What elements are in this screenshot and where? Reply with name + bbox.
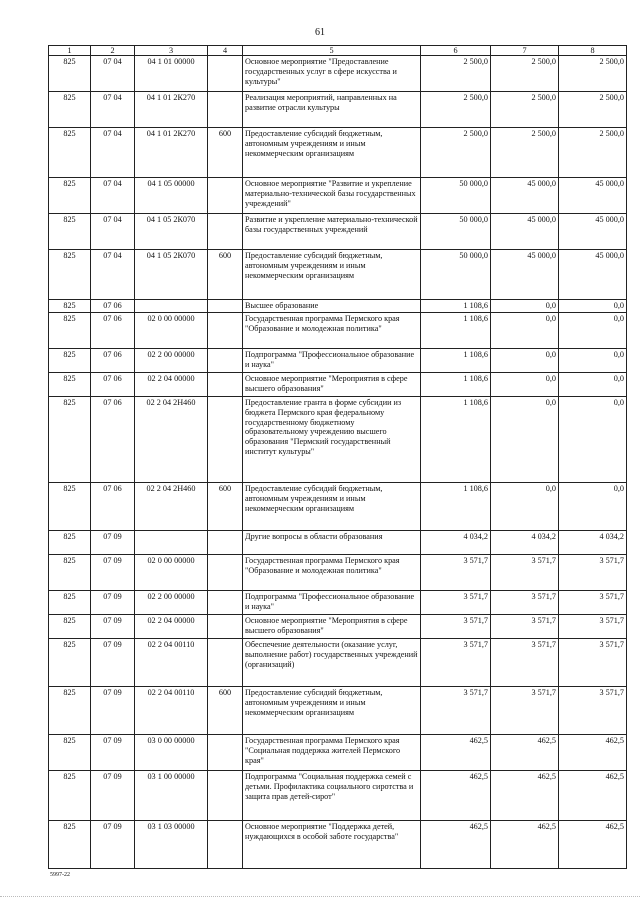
amount-col6-cell: 462,5: [421, 820, 491, 868]
expense-type-cell: 600: [208, 250, 243, 300]
budget-table: [48, 45, 627, 869]
header-cell: 8: [559, 46, 627, 56]
admin-code-cell: 825: [49, 770, 91, 820]
admin-code-cell: 825: [49, 372, 91, 396]
description-cell: Обеспечение деятельности (оказание услуг, выполнение работ) государственных учреждений (организаций): [243, 638, 421, 686]
table-row: [49, 178, 627, 214]
section-code-cell: 07 04: [91, 56, 135, 92]
amount-col8-cell: 3 571,7: [559, 686, 627, 734]
table-row: [49, 482, 627, 530]
amount-col8-cell: 2 500,0: [559, 56, 627, 92]
section-code-cell: 07 09: [91, 638, 135, 686]
amount-col7-cell: 45 000,0: [491, 178, 559, 214]
target-code-cell: 04 1 01 2К270: [135, 92, 208, 128]
section-code-cell: 07 04: [91, 178, 135, 214]
section-code-cell: 07 04: [91, 92, 135, 128]
amount-col8-cell: 0,0: [559, 372, 627, 396]
amount-col7-cell: 2 500,0: [491, 56, 559, 92]
expense-type-cell: [208, 348, 243, 372]
section-code-cell: 07 09: [91, 686, 135, 734]
description-cell: Подпрограмма "Профессиональное образование и наука": [243, 590, 421, 614]
amount-col8-cell: 0,0: [559, 396, 627, 482]
table-row: [49, 250, 627, 300]
amount-col6-cell: 3 571,7: [421, 686, 491, 734]
amount-col8-cell: 2 500,0: [559, 92, 627, 128]
section-code-cell: 07 09: [91, 820, 135, 868]
admin-code-cell: 825: [49, 178, 91, 214]
description-cell: Другие вопросы в области образования: [243, 530, 421, 554]
description-cell: Подпрограмма "Социальная поддержка семей с детьми. Профилактика социального сиротства и защита прав детей-сирот": [243, 770, 421, 820]
amount-col6-cell: 1 108,6: [421, 348, 491, 372]
amount-col6-cell: 1 108,6: [421, 372, 491, 396]
admin-code-cell: 825: [49, 614, 91, 638]
amount-col7-cell: 0,0: [491, 312, 559, 348]
admin-code-cell: 825: [49, 638, 91, 686]
amount-col7-cell: 0,0: [491, 348, 559, 372]
amount-col8-cell: 45 000,0: [559, 250, 627, 300]
table-row: [49, 686, 627, 734]
target-code-cell: [135, 530, 208, 554]
amount-col7-cell: 0,0: [491, 300, 559, 313]
amount-col7-cell: 462,5: [491, 734, 559, 770]
amount-col7-cell: 2 500,0: [491, 128, 559, 178]
header-cell: 4: [208, 46, 243, 56]
header-cell: 2: [91, 46, 135, 56]
expense-type-cell: [208, 56, 243, 92]
expense-type-cell: [208, 372, 243, 396]
target-code-cell: 02 2 04 2Н460: [135, 482, 208, 530]
description-cell: Государственная программа Пермского края "Образование и молодежная политика": [243, 312, 421, 348]
admin-code-cell: 825: [49, 250, 91, 300]
amount-col8-cell: 2 500,0: [559, 128, 627, 178]
admin-code-cell: 825: [49, 590, 91, 614]
amount-col7-cell: 0,0: [491, 482, 559, 530]
page-number: 61: [315, 27, 325, 38]
section-code-cell: 07 09: [91, 590, 135, 614]
expense-type-cell: 600: [208, 482, 243, 530]
target-code-cell: 04 1 01 2К270: [135, 128, 208, 178]
amount-col7-cell: 0,0: [491, 396, 559, 482]
table-row: [49, 348, 627, 372]
amount-col6-cell: 3 571,7: [421, 614, 491, 638]
description-cell: Подпрограмма "Профессиональное образование и наука": [243, 348, 421, 372]
table-row: [49, 638, 627, 686]
header-cell: 1: [49, 46, 91, 56]
table-row: [49, 214, 627, 250]
target-code-cell: 04 1 01 00000: [135, 56, 208, 92]
table-row: [49, 396, 627, 482]
amount-col7-cell: 462,5: [491, 820, 559, 868]
amount-col6-cell: 2 500,0: [421, 56, 491, 92]
expense-type-cell: [208, 396, 243, 482]
amount-col8-cell: 3 571,7: [559, 554, 627, 590]
amount-col6-cell: 3 571,7: [421, 590, 491, 614]
expense-type-cell: [208, 300, 243, 313]
amount-col6-cell: 50 000,0: [421, 178, 491, 214]
amount-col7-cell: 462,5: [491, 770, 559, 820]
target-code-cell: 02 2 00 00000: [135, 348, 208, 372]
table-row: [49, 554, 627, 590]
amount-col6-cell: 462,5: [421, 734, 491, 770]
admin-code-cell: 825: [49, 686, 91, 734]
target-code-cell: 03 1 03 00000: [135, 820, 208, 868]
description-cell: Предоставление субсидий бюджетным, автономным учреждениям и иным некоммерческим организациям: [243, 128, 421, 178]
table-row: [49, 372, 627, 396]
admin-code-cell: 825: [49, 530, 91, 554]
amount-col8-cell: 3 571,7: [559, 614, 627, 638]
table-row: [49, 820, 627, 868]
amount-col8-cell: 45 000,0: [559, 214, 627, 250]
target-code-cell: 02 2 00 00000: [135, 590, 208, 614]
target-code-cell: 03 1 00 00000: [135, 770, 208, 820]
amount-col6-cell: 1 108,6: [421, 396, 491, 482]
amount-col7-cell: 2 500,0: [491, 92, 559, 128]
table-row: [49, 770, 627, 820]
description-cell: Развитие и укрепление материально-технической базы государственных учреждений: [243, 214, 421, 250]
admin-code-cell: 825: [49, 396, 91, 482]
amount-col6-cell: 3 571,7: [421, 638, 491, 686]
expense-type-cell: [208, 820, 243, 868]
admin-code-cell: 825: [49, 734, 91, 770]
target-code-cell: 02 0 00 00000: [135, 312, 208, 348]
expense-type-cell: 600: [208, 128, 243, 178]
section-code-cell: 07 04: [91, 128, 135, 178]
expense-type-cell: [208, 214, 243, 250]
amount-col6-cell: 1 108,6: [421, 312, 491, 348]
amount-col8-cell: 45 000,0: [559, 178, 627, 214]
expense-type-cell: [208, 312, 243, 348]
expense-type-cell: [208, 92, 243, 128]
table-row: [49, 128, 627, 178]
amount-col7-cell: 0,0: [491, 372, 559, 396]
section-code-cell: 07 06: [91, 312, 135, 348]
admin-code-cell: 825: [49, 312, 91, 348]
description-cell: Основное мероприятие "Мероприятия в сфере высшего образования": [243, 614, 421, 638]
description-cell: Предоставление гранта в форме субсидии из бюджета Пермского края федеральному государственному бюджетному образовательному учреждению высшего образования "Пермский государственный институт культуры": [243, 396, 421, 482]
admin-code-cell: 825: [49, 820, 91, 868]
description-cell: Предоставление субсидий бюджетным, автономным учреждениям и иным некоммерческим организациям: [243, 686, 421, 734]
table-row: [49, 734, 627, 770]
section-code-cell: 07 04: [91, 250, 135, 300]
header-cell: 3: [135, 46, 208, 56]
amount-col8-cell: 0,0: [559, 312, 627, 348]
table-row: [49, 614, 627, 638]
section-code-cell: 07 06: [91, 482, 135, 530]
table-row: [49, 92, 627, 128]
amount-col7-cell: 45 000,0: [491, 214, 559, 250]
description-cell: Предоставление субсидий бюджетным, автономным учреждениям и иным некоммерческим организациям: [243, 482, 421, 530]
amount-col6-cell: 1 108,6: [421, 482, 491, 530]
description-cell: Реализация мероприятий, направленных на развитие отрасли культуры: [243, 92, 421, 128]
admin-code-cell: 825: [49, 214, 91, 250]
target-code-cell: 02 2 04 00000: [135, 614, 208, 638]
table-row: [49, 530, 627, 554]
amount-col6-cell: 2 500,0: [421, 92, 491, 128]
description-cell: Предоставление субсидий бюджетным, автономным учреждениям и иным некоммерческим организациям: [243, 250, 421, 300]
amount-col6-cell: 50 000,0: [421, 250, 491, 300]
amount-col6-cell: 1 108,6: [421, 300, 491, 313]
amount-col8-cell: 4 034,2: [559, 530, 627, 554]
amount-col7-cell: 45 000,0: [491, 250, 559, 300]
target-code-cell: [135, 300, 208, 313]
table-row: [49, 590, 627, 614]
expense-type-cell: [208, 530, 243, 554]
section-code-cell: 07 06: [91, 300, 135, 313]
expense-type-cell: 600: [208, 686, 243, 734]
section-code-cell: 07 06: [91, 372, 135, 396]
admin-code-cell: 825: [49, 128, 91, 178]
section-code-cell: 07 06: [91, 348, 135, 372]
admin-code-cell: 825: [49, 300, 91, 313]
header-cell: 7: [491, 46, 559, 56]
amount-col8-cell: 0,0: [559, 348, 627, 372]
document-code: 5997-22: [50, 872, 70, 878]
amount-col7-cell: 3 571,7: [491, 554, 559, 590]
expense-type-cell: [208, 554, 243, 590]
expense-type-cell: [208, 770, 243, 820]
expense-type-cell: [208, 614, 243, 638]
description-cell: Основное мероприятие "Предоставление государственных услуг в сфере искусства и культуры": [243, 56, 421, 92]
target-code-cell: 02 2 04 2Н460: [135, 396, 208, 482]
amount-col7-cell: 3 571,7: [491, 614, 559, 638]
header-cell: 5: [243, 46, 421, 56]
target-code-cell: 04 1 05 2К070: [135, 214, 208, 250]
table-row: [49, 56, 627, 92]
description-cell: Основное мероприятие "Мероприятия в сфере высшего образования": [243, 372, 421, 396]
description-cell: Основное мероприятие "Развитие и укрепление материально-технической базы государственных учреждений": [243, 178, 421, 214]
expense-type-cell: [208, 178, 243, 214]
table-row: [49, 300, 627, 313]
admin-code-cell: 825: [49, 56, 91, 92]
section-code-cell: 07 09: [91, 554, 135, 590]
amount-col7-cell: 3 571,7: [491, 638, 559, 686]
target-code-cell: 02 2 04 00110: [135, 686, 208, 734]
section-code-cell: 07 09: [91, 614, 135, 638]
description-cell: Государственная программа Пермского края "Образование и молодежная политика": [243, 554, 421, 590]
amount-col8-cell: 462,5: [559, 770, 627, 820]
target-code-cell: 02 2 04 00110: [135, 638, 208, 686]
description-cell: Государственная программа Пермского края "Социальная поддержка жителей Пермского края": [243, 734, 421, 770]
amount-col8-cell: 462,5: [559, 734, 627, 770]
expense-type-cell: [208, 590, 243, 614]
target-code-cell: 03 0 00 00000: [135, 734, 208, 770]
amount-col8-cell: 0,0: [559, 300, 627, 313]
amount-col7-cell: 3 571,7: [491, 686, 559, 734]
amount-col6-cell: 4 034,2: [421, 530, 491, 554]
admin-code-cell: 825: [49, 348, 91, 372]
description-cell: Основное мероприятие "Поддержка детей, нуждающихся в особой заботе государства": [243, 820, 421, 868]
target-code-cell: 04 1 05 2К070: [135, 250, 208, 300]
section-code-cell: 07 06: [91, 396, 135, 482]
description-cell: Высшее образование: [243, 300, 421, 313]
header-row: [49, 46, 627, 56]
amount-col8-cell: 3 571,7: [559, 590, 627, 614]
amount-col6-cell: 3 571,7: [421, 554, 491, 590]
expense-type-cell: [208, 734, 243, 770]
admin-code-cell: 825: [49, 554, 91, 590]
target-code-cell: 02 0 00 00000: [135, 554, 208, 590]
table-row: [49, 312, 627, 348]
target-code-cell: 04 1 05 00000: [135, 178, 208, 214]
section-code-cell: 07 09: [91, 734, 135, 770]
amount-col8-cell: 462,5: [559, 820, 627, 868]
target-code-cell: 02 2 04 00000: [135, 372, 208, 396]
amount-col6-cell: 462,5: [421, 770, 491, 820]
amount-col6-cell: 2 500,0: [421, 128, 491, 178]
amount-col8-cell: 3 571,7: [559, 638, 627, 686]
section-code-cell: 07 09: [91, 770, 135, 820]
amount-col7-cell: 4 034,2: [491, 530, 559, 554]
amount-col6-cell: 50 000,0: [421, 214, 491, 250]
scan-edge: [0, 896, 640, 905]
admin-code-cell: 825: [49, 92, 91, 128]
amount-col8-cell: 0,0: [559, 482, 627, 530]
header-cell: 6: [421, 46, 491, 56]
amount-col7-cell: 3 571,7: [491, 590, 559, 614]
section-code-cell: 07 09: [91, 530, 135, 554]
section-code-cell: 07 04: [91, 214, 135, 250]
admin-code-cell: 825: [49, 482, 91, 530]
expense-type-cell: [208, 638, 243, 686]
